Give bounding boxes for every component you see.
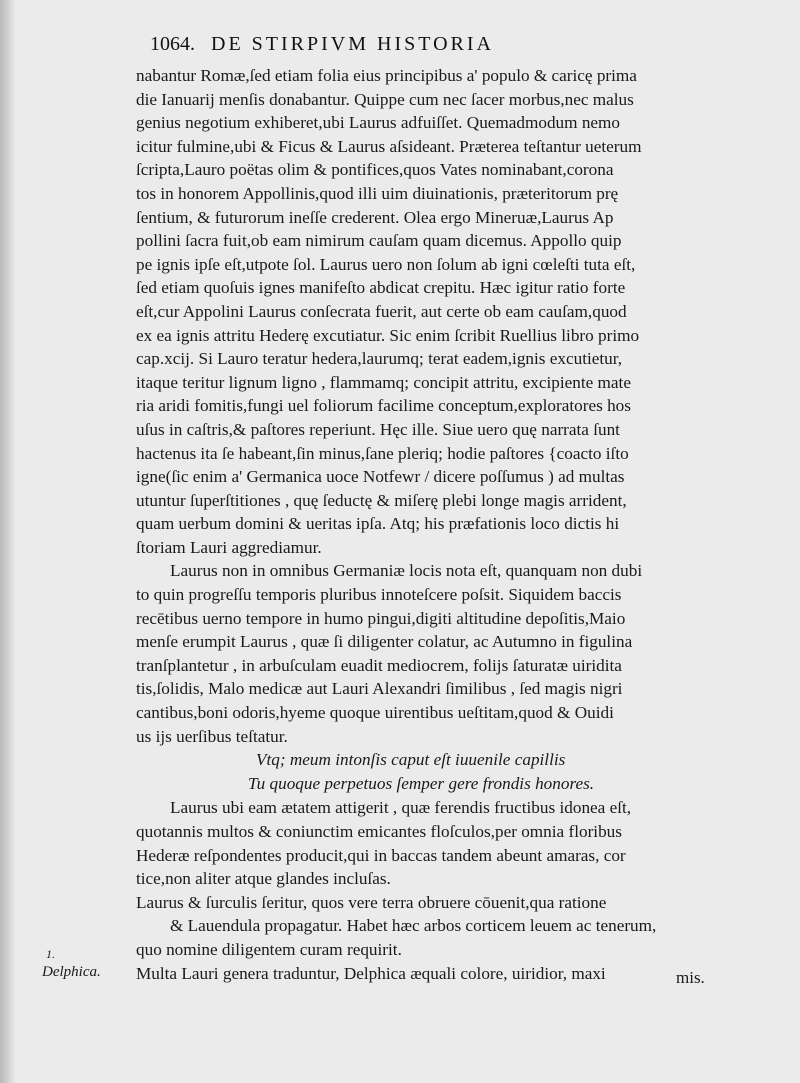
text-line: quotannis multos & coniunctim emicantes floſculos,per omnia floribus <box>136 822 622 841</box>
running-title: DE STIRPIVM HISTORIA <box>211 33 494 55</box>
text-line: itaque teritur lignum ligno , flammamq; concipit attritu, excipiente mate <box>136 372 631 392</box>
running-header <box>150 33 630 56</box>
text-line: to quin progreſſu temporis pluribus innoteſcere poſsit. Siquidem baccis <box>136 585 622 605</box>
text-line: cap.xcij. Si Lauro teratur hedera,laurumq; terat eadem,ignis excutietur, <box>136 349 623 369</box>
text-line: icitur fulmine,ubi & Ficus & Laurus aſsideant. Præterea teſtantur ueterum <box>136 136 642 156</box>
text-line: uſus in caſtris,& paſtores reperiunt. Hęc ille. Siue uero quę narrata ſunt <box>136 419 620 439</box>
catchword: mis. <box>676 968 705 987</box>
text-line: Laurus & ſurculis ſeritur, quos vere terra obruere cōuenit,qua ratione <box>136 892 607 912</box>
text-line: hactenus ita ſe habeant,ſin minus,ſane pleriq; hodie paſtores {coacto iſto <box>136 443 629 463</box>
text-line: nabantur Romæ,ſed etiam folia eius principibus a' populo & caricę prima <box>136 66 637 85</box>
margin-note <box>42 945 101 981</box>
text-line: pe ignis ipſe eſt,utpote ſol. Laurus uero non ſolum ab igni cœleſti tuta eſt, <box>136 254 636 274</box>
verse-line: Vtq; meum intonſis caput eſt iuuenile capillis <box>256 750 566 770</box>
text-line: Laurus ubi eam ætatem attigerit , quæ ferendis fructibus idonea eſt, <box>170 798 632 818</box>
text-line: ſcripta,Lauro poëtas olim & pontifices,quos Vates nominabant,corona <box>136 160 614 180</box>
text-line: Laurus non in omnibus Germaniæ locis nota eſt, quanquam non dubi <box>170 561 643 581</box>
page-number: 1064. <box>150 33 195 55</box>
text-line: quam uerbum domini & ueritas ipſa. Atq; his præfationis loco dictis hi <box>136 514 620 534</box>
text-line: ſtoriam Lauri aggrediamur. <box>136 537 322 557</box>
margin-note-number: 1. <box>46 947 55 961</box>
text-line: igne(ſic enim a' Germanica uoce Notfewr / dicere poſſumus ) ad multas <box>136 467 625 487</box>
text-line: tranſplantetur , in arbuſculam euadit mediocrem, folijs ſaturatæ uiridita <box>136 655 622 675</box>
margin-note-label: Delphica. <box>42 964 101 980</box>
text-line: quo nomine diligentem curam requirit. <box>136 939 402 959</box>
text-line: ſentium, & futurorum ineſſe crederent. Olea ergo Mineruæ,Laurus Ap <box>136 207 614 227</box>
text-line: & Lauendula propagatur. Habet hæc arbos corticem leuem ac tenerum, <box>170 916 657 936</box>
text-line: ex ea ignis attritu Hederę excutiatur. Sic enim ſcribit Ruellius libro primo <box>136 325 640 345</box>
binding-gutter-shadow <box>0 0 16 1083</box>
text-line: Hederæ reſpondentes producit,qui in baccas tandem abeunt amaras, cor <box>136 845 626 865</box>
text-line: genius negotium exhiberet,ubi Laurus adfuiſſet. Quemadmodum nemo <box>136 113 621 133</box>
text-line: menſe erumpit Laurus , quæ ſi diligenter colatur, ac Autumno in figulina <box>136 632 633 652</box>
text-line: utuntur ſuperſtitiones , quę ſeductę & miſerę plebi longe magis arrident, <box>136 490 627 510</box>
text-line: pollini ſacra fuit,ob eam nimirum cauſam quam dicemus. Appollo quip <box>136 231 622 251</box>
text-line: die Ianuarij menſis donabantur. Quippe cum nec ſacer morbus,nec malus <box>136 89 634 109</box>
text-line: tice,non aliter atque glandes incluſas. <box>136 869 391 889</box>
text-line: cantibus,boni odoris,hyeme quoque uirentibus ueſtitam,quod & Ouidi <box>136 703 614 723</box>
verse-line: Tu quoque perpetuos ſemper gere frondis honores. <box>248 773 595 793</box>
text-line: tis,ſolidis, Malo medicæ aut Lauri Alexandri ſimilibus , ſed magis nigri <box>136 679 623 699</box>
text-line: Multa Lauri genera traduntur, Delphica æquali colore, uiridior, maxi <box>136 963 606 983</box>
text-line: ſed etiam quoſuis ignes manifeſto abdicat crepitu. Hæc igitur ratio forte <box>136 278 626 298</box>
text-line: eſt,cur Appolini Laurus conſecrata fuerit, aut certe ob eam cauſam,quod <box>136 301 627 321</box>
main-text-block <box>136 64 741 985</box>
text-line: us ijs uerſibus teſtatur. <box>136 726 288 746</box>
text-line: tos in honorem Appollinis,quod illi uim diuinationis, præteritorum prę <box>136 183 619 203</box>
text-line: recētibus uerno tempore in humo pingui,digiti altitudine depoſitis,Maio <box>136 608 626 628</box>
text-line: ria aridi fomitis,fungi uel foliorum facilime conceptum,exploratores hos <box>136 396 631 416</box>
